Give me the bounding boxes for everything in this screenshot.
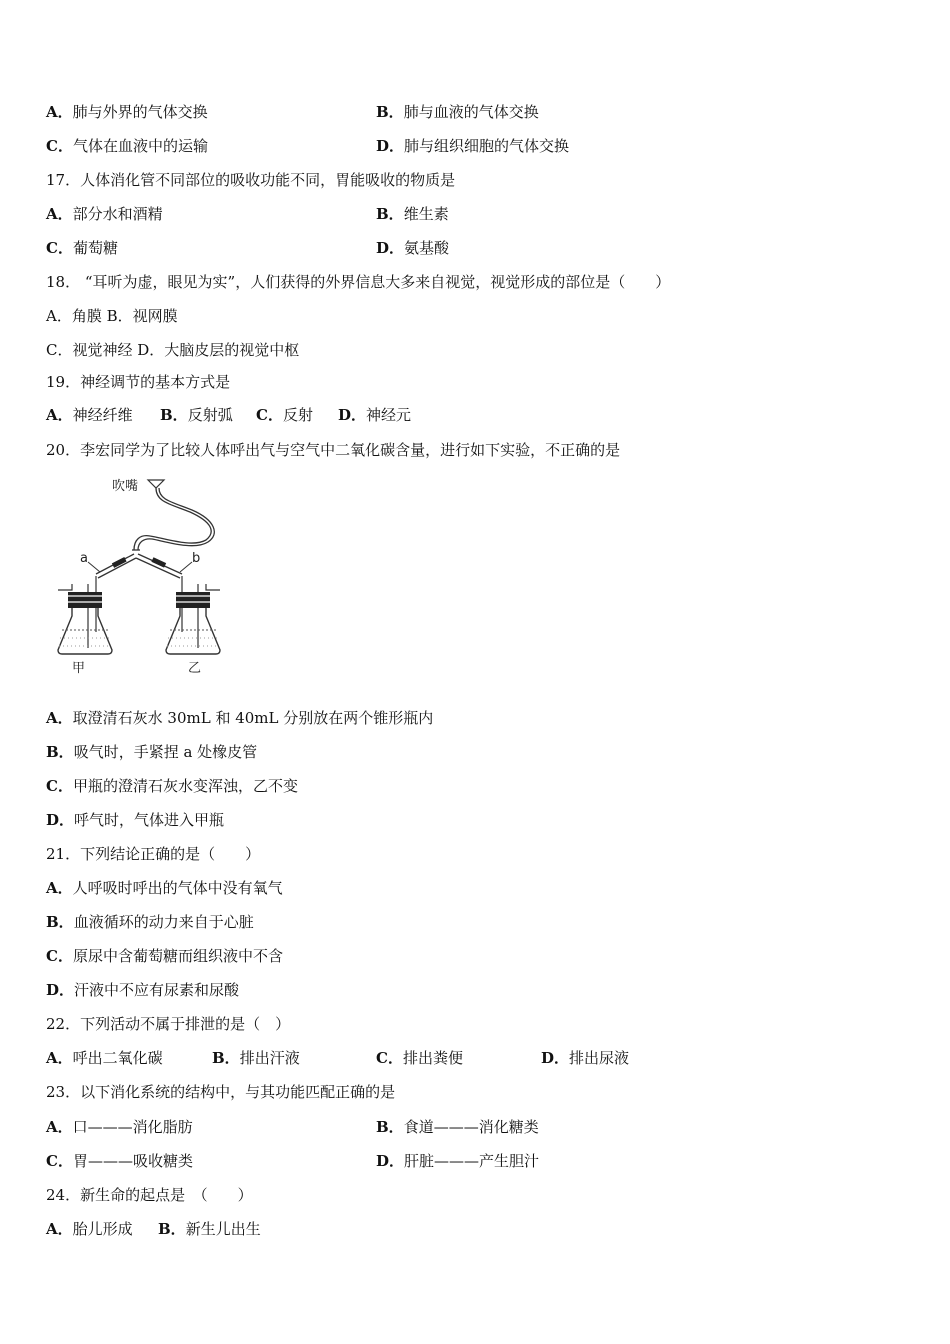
q23-option-b [376, 1117, 539, 1137]
q18-options-line-1: A．角膜 B．视网膜 [46, 307, 178, 325]
option-label: D． [541, 1049, 570, 1067]
option-label: C． [46, 137, 73, 155]
q19-option-a [46, 405, 133, 425]
option-label: A． [46, 205, 73, 223]
q17-option-c [46, 238, 118, 258]
option-text: 取澄清石灰水 30mL 和 40mL 分别放在两个锥形瓶内 [72, 709, 434, 727]
option-label: B． [46, 743, 74, 761]
flask-right [166, 576, 220, 654]
option-text: 血液循环的动力来自于心脏 [73, 913, 254, 931]
option-text: 胎儿形成 [72, 1220, 133, 1238]
option-text: 呼气时，气体进入甲瓶 [74, 811, 225, 829]
q16-option-d [376, 136, 569, 156]
option-text: 葡萄糖 [72, 239, 118, 257]
option-text: 神经元 [366, 406, 412, 424]
q17-stem: 17．人体消化管不同部位的吸收功能不同，胃能吸收的物质是 [46, 171, 456, 189]
option-label: B． [212, 1049, 240, 1067]
q21-option-d [46, 980, 239, 1000]
q21-option-a [46, 878, 283, 898]
q22-option-b [212, 1048, 300, 1068]
option-label: D． [46, 981, 75, 999]
option-label: D． [46, 811, 75, 829]
option-text: 排出汗液 [239, 1049, 300, 1067]
option-label: A． [46, 1220, 73, 1238]
option-label: D． [376, 1152, 405, 1170]
option-label: B． [160, 406, 188, 424]
option-label: D． [338, 406, 367, 424]
option-text: 甲瓶的澄清石灰水变浑浊，乙不变 [72, 777, 298, 795]
option-text: 口———消化脂肪 [72, 1118, 193, 1136]
q16-option-c [46, 136, 208, 156]
q22-option-d [541, 1048, 629, 1068]
option-text: 肺与组织细胞的气体交换 [404, 137, 570, 155]
flask-left-label: 甲 [72, 661, 86, 676]
option-text: 汗液中不应有尿素和尿酸 [74, 981, 240, 999]
tube-b-label: b [192, 551, 201, 566]
q20-option-c [46, 776, 298, 796]
q22-stem: 22．下列活动不属于排泄的是（ ） [46, 1015, 291, 1033]
option-text: 肝脏———产生胆汁 [404, 1152, 540, 1170]
q17-option-a [46, 204, 163, 224]
option-label: D． [376, 137, 405, 155]
option-label: B． [376, 205, 404, 223]
q18-options-line-2: C．视觉神经 D．大脑皮层的视觉中枢 [46, 341, 300, 359]
option-text: 排出粪便 [402, 1049, 463, 1067]
option-text: 胃———吸收糖类 [72, 1152, 193, 1170]
q24-option-a [46, 1219, 133, 1239]
q20-stem: 20．李宏同学为了比较人体呼出气与空气中二氧化碳含量，进行如下实验，不正确的是 [46, 441, 621, 459]
q19-option-b [160, 405, 233, 425]
option-text: 反射 [282, 406, 313, 424]
option-label: A． [46, 103, 73, 121]
option-text: 呼出二氧化碳 [72, 1049, 163, 1067]
flask-right-label: 乙 [188, 661, 202, 676]
option-text: 人呼吸时呼出的气体中没有氧气 [72, 879, 283, 897]
breathing-tube [134, 488, 211, 550]
q24-stem: 24．新生命的起点是 （ ） [46, 1186, 253, 1204]
option-label: B． [376, 103, 404, 121]
q20-option-d [46, 810, 224, 830]
option-label: A． [46, 709, 73, 727]
option-label: C． [46, 777, 73, 795]
q21-option-b [46, 912, 254, 932]
option-text: 气体在血液中的运输 [72, 137, 208, 155]
q23-option-c [46, 1151, 193, 1171]
option-text: 氨基酸 [404, 239, 450, 257]
tube-a-label: a [80, 551, 88, 566]
mouthpiece-icon [148, 480, 164, 488]
q22-option-a [46, 1048, 163, 1068]
q16-option-a [46, 102, 208, 122]
experiment-diagram [52, 472, 232, 678]
option-text: 肺与血液的气体交换 [403, 103, 539, 121]
option-label: A． [46, 879, 73, 897]
option-text: 新生儿出生 [185, 1220, 261, 1238]
option-text: 排出尿液 [569, 1049, 630, 1067]
option-label: A． [46, 1118, 73, 1136]
option-text: 维生素 [403, 205, 449, 223]
option-label: C． [46, 1152, 73, 1170]
q19-option-d [338, 405, 411, 425]
q23-option-d [376, 1151, 539, 1171]
q16-option-b [376, 102, 539, 122]
option-text: 食道———消化糖类 [403, 1118, 539, 1136]
option-text: 吸气时，手紧捏 a 处橡皮管 [73, 743, 258, 761]
q21-stem: 21．下列结论正确的是（ ） [46, 845, 261, 863]
q22-option-c [376, 1048, 463, 1068]
q19-stem: 19．神经调节的基本方式是 [46, 373, 231, 391]
q18-stem: 18． “耳听为虚，眼见为实”，人们获得的外界信息大多来自视觉，视觉形成的部位是（ ） [46, 273, 671, 291]
q24-option-b [158, 1219, 261, 1239]
q21-option-c [46, 946, 283, 966]
option-label: B． [376, 1118, 404, 1136]
q20-option-b [46, 742, 257, 762]
q20-option-a [46, 708, 433, 728]
q23-option-a [46, 1117, 193, 1137]
option-text: 部分水和酒精 [72, 205, 163, 223]
flask-left [58, 576, 112, 654]
option-text: 肺与外界的气体交换 [72, 103, 208, 121]
option-label: A． [46, 406, 73, 424]
q17-option-d [376, 238, 449, 258]
option-text: 反射弧 [187, 406, 233, 424]
option-label: C． [46, 239, 73, 257]
option-label: C． [46, 947, 73, 965]
option-label: B． [46, 913, 74, 931]
option-label: B． [158, 1220, 186, 1238]
mouthpiece-label: 吹嘴 [112, 479, 139, 494]
option-label: C． [256, 406, 283, 424]
q19-option-c [256, 405, 313, 425]
q17-option-b [376, 204, 449, 224]
option-label: C． [376, 1049, 403, 1067]
option-label: A． [46, 1049, 73, 1067]
option-text: 神经纤维 [72, 406, 133, 424]
option-text: 原尿中含葡萄糖而组织液中不含 [72, 947, 283, 965]
q23-stem: 23．以下消化系统的结构中，与其功能匹配正确的是 [46, 1083, 396, 1101]
option-label: D． [376, 239, 405, 257]
